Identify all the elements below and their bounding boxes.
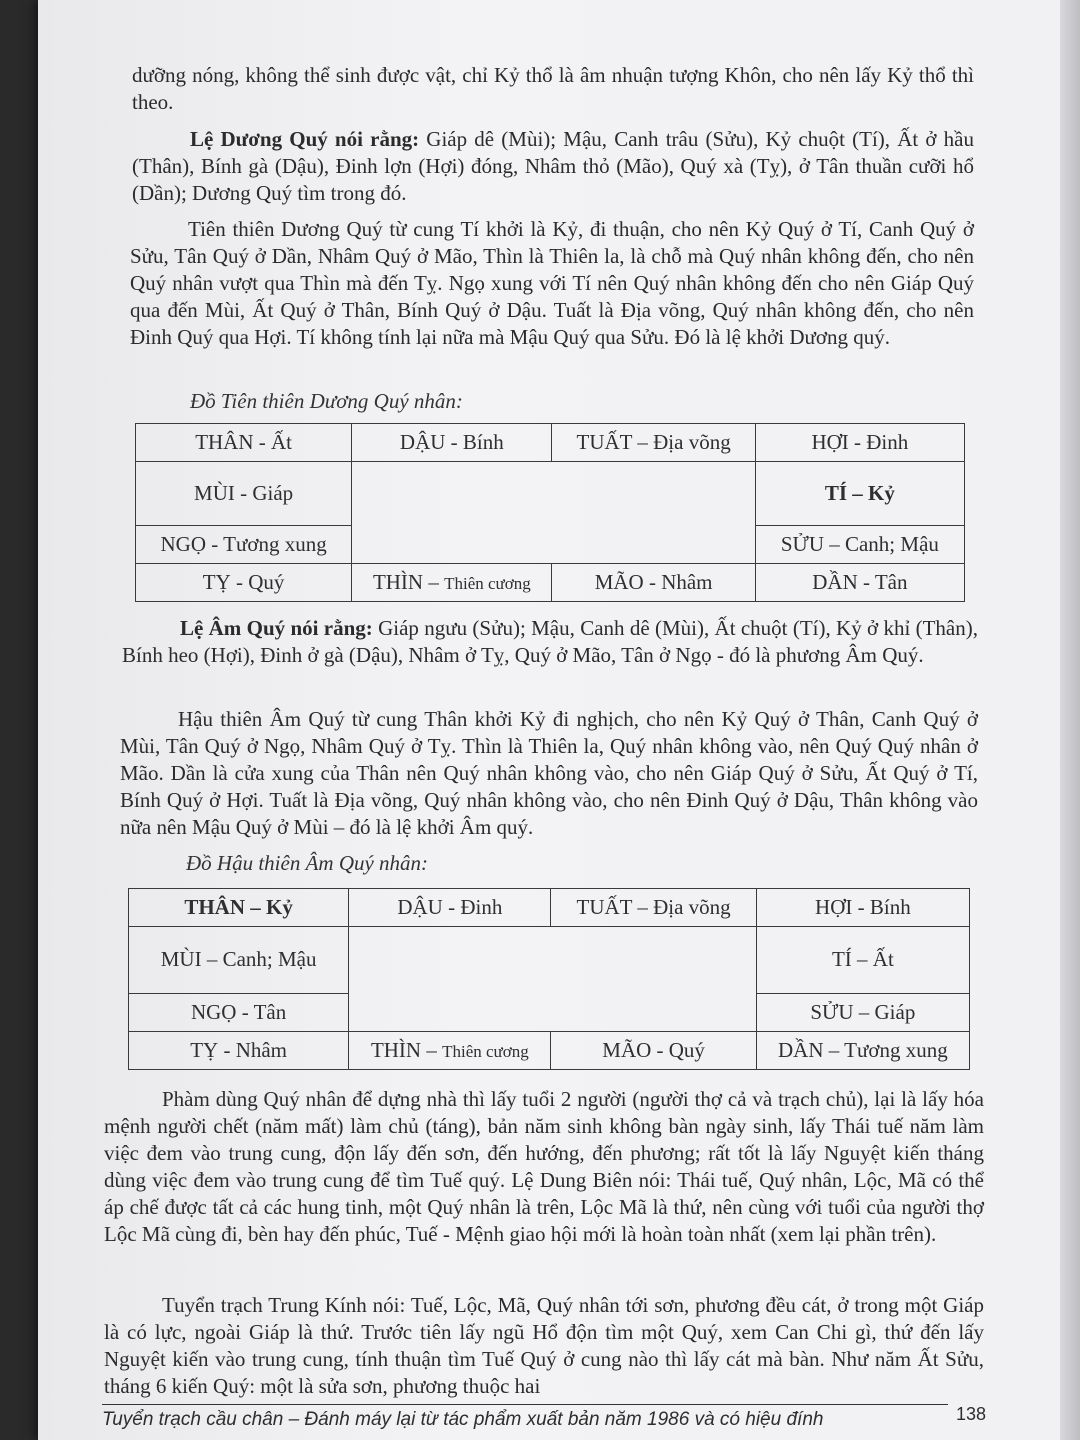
paragraph-am-quy-rule <box>122 615 978 669</box>
paragraph-lead: Lệ Âm Quý nói rằng: <box>180 616 373 640</box>
cell-hoi: HỢI - Bính <box>756 889 969 927</box>
caption-tien-thien-diagram: Đồ Tiên thiên Dương Quý nhân: <box>190 389 463 413</box>
cell-dan: DẦN – Tương xung <box>756 1031 969 1069</box>
paragraph-pham-dung: Phàm dùng Quý nhân để dựng nhà thì lấy tuổi 2 người (người thợ cả và trạch chủ), lại là lấy hóa mệnh người chết (năm mất) làm chủ (táng), bản năm sinh không bàn ngày sinh, lấy Thái tuế năm làm việc đem vào trung cung, độn lấy đến sơn, đến hướng, đến phương; rất tốt là lấy Nguyệt kiến tháng dùng việc đem vào trung cung để tìm Tuế quý. Lệ Dung Biên nói: Thái tuế, Quý nhân, Lộc, Mã có thể áp chế được tất cả các hung tinh, một Quý nhân là trên, Lộc Mã là thứ, nên cùng với tuổi của người thợ Lộc Mã cùng đi, bèn hay đến phúc, Tuế - Mệnh giao hội mới là hoàn toàn nhất (xem lại phần trên). <box>104 1087 984 1246</box>
cell-suu: SỬU – Giáp <box>756 993 969 1031</box>
paragraph-tien-thien: Tiên thiên Dương Quý từ cung Tí khởi là Kỷ, đi thuận, cho nên Kỷ Quý ở Tí, Canh Quý ở Sửu, Tân Quý ở Dần, Nhâm Quý ở Mão, Thìn là Thiên la, là chỗ mà Quý nhân không đến, cho nên Quý nhân vượt qua Thìn mà đến Tỵ. Ngọ xung với Tí nên Quý nhân không đến cho nên Giáp Quý qua đến Mùi, Ất Quý ở Thân, Bính Quý ở Dậu. Tuất là Địa võng, Quý nhân không đến, cho nên Đinh Quý qua Hợi. Tí không tính lại nữa mà Mậu Quý qua Sửu. Đó là lệ khởi Dương quý. <box>130 217 974 349</box>
cell-tuat: TUẤT – Địa võng <box>552 424 755 462</box>
cell-dau: DẬU - Đinh <box>349 889 551 927</box>
cell-than: THÂN - Ất <box>136 424 352 462</box>
caption-hau-thien-diagram: Đồ Hậu thiên Âm Quý nhân: <box>186 851 429 875</box>
cell-than: THÂN – Kỷ <box>129 889 349 927</box>
cell-dan: DẦN - Tân <box>755 564 964 602</box>
cell-ti: TÍ – Kỷ <box>755 462 964 526</box>
cell-ngo: NGỌ - Tương xung <box>136 526 352 564</box>
tien-thien-duong-quy-table <box>135 423 965 602</box>
cell-thin-main: THÌN – <box>372 570 445 594</box>
paragraph-continuation: dưỡng nóng, không thể sinh được vật, chỉ Kỷ thổ là âm nhuận tượng Khôn, cho nên lấy Kỷ thổ thì theo. <box>132 63 974 114</box>
cell-mui: MÙI – Canh; Mậu <box>129 927 349 993</box>
cell-suu: SỬU – Canh; Mậu <box>755 526 964 564</box>
page-number: 138 <box>956 1404 987 1424</box>
cell-thin-small: Thiên cương <box>442 1041 529 1061</box>
center-empty <box>352 462 756 564</box>
cell-mao: MÃO - Quý <box>551 1031 756 1069</box>
center-empty <box>349 927 757 1032</box>
paragraph-body: Giáp dê (Mùi); Mậu, Canh trâu (Sửu), Kỷ chuột (Tí), Ất ở hầu (Thân), Bính gà (Dậu), Đinh lợn (Hợi) đóng, Nhâm thỏ (Mão), Quý xà (Tỵ), ở Tân thuần cưỡi hổ (Dần); Dương Quý tìm trong đó. <box>132 127 974 205</box>
cell-tuat: TUẤT – Địa võng <box>551 889 756 927</box>
cell-mao: MÃO - Nhâm <box>552 564 755 602</box>
cell-mui: MÙI - Giáp <box>136 462 352 526</box>
cell-thin <box>352 564 552 602</box>
cell-thin <box>349 1031 551 1069</box>
cell-ty: TỴ - Nhâm <box>129 1031 349 1069</box>
paragraph-lead: Lệ Dương Quý nói rằng: <box>190 127 420 151</box>
page-footer: Tuyển trạch cầu chân – Đánh máy lại từ tác phẩm xuất bản năm 1986 và có hiệu đính <box>102 1404 948 1431</box>
cell-thin-small: Thiên cương <box>444 574 531 593</box>
paragraph-tuyen-trach: Tuyển trạch Trung Kính nói: Tuế, Lộc, Mã, Quý nhân tới sơn, phương đều cát, ở trong một Giáp là có lực, ngoài Giáp là thứ. Trước tiên lấy ngũ Hổ độn tìm một Quý, xem Can Chi gì, thứ đến lấy Nguyệt kiến vào trung cung, tính thuận tìm Tuế Quý ở cung nào thì lấy cát mà bàn. Như năm Ất Sửu, tháng 6 kiến Quý: một là sửa sơn, phương thuộc hai <box>104 1293 984 1398</box>
cell-thin-main: THÌN – <box>370 1037 443 1062</box>
paragraph-hau-thien: Hậu thiên Âm Quý từ cung Thân khởi Kỷ đi nghịch, cho nên Kỷ Quý ở Thân, Canh Quý ở Mùi, Tân Quý ở Ngọ, Nhâm Quý ở Tỵ. Thìn là Thiên la, Quý nhân không vào, nên Quý Quý nhân ở Mão. Dần là cửa xung của Thân nên Quý nhân không vào, cho nên Giáp Quý ở Sửu, Ất Quý ở Tí, Bính Quý ở Hợi. Tuất là Địa võng, Quý nhân không vào, cho nên Đinh Quý ở Dậu, Thân không vào nữa nên Mậu Quý ở Mùi – đó là lệ khởi Âm quý. <box>120 707 978 839</box>
paragraph-body: Giáp ngưu (Sửu); Mậu, Canh dê (Mùi), Ất chuột (Tí), Kỷ ở khỉ (Thân), Bính heo (Hợi), Đinh ở gà (Dậu), Nhâm ở Tỵ, Quý ở Mão, Tân ở Ngọ - đó là phương Âm Quý. <box>122 616 978 667</box>
cell-ti: TÍ – Ất <box>756 927 969 993</box>
page-edge <box>1060 0 1080 1440</box>
hau-thien-am-quy-table <box>128 888 970 1070</box>
cell-ty: TỴ - Quý <box>136 564 352 602</box>
paragraph-duong-quy-rule <box>132 126 974 207</box>
cell-ngo: NGỌ - Tân <box>129 993 349 1031</box>
cell-hoi: HỢI - Đinh <box>755 424 964 462</box>
cell-dau: DẬU - Bính <box>352 424 552 462</box>
